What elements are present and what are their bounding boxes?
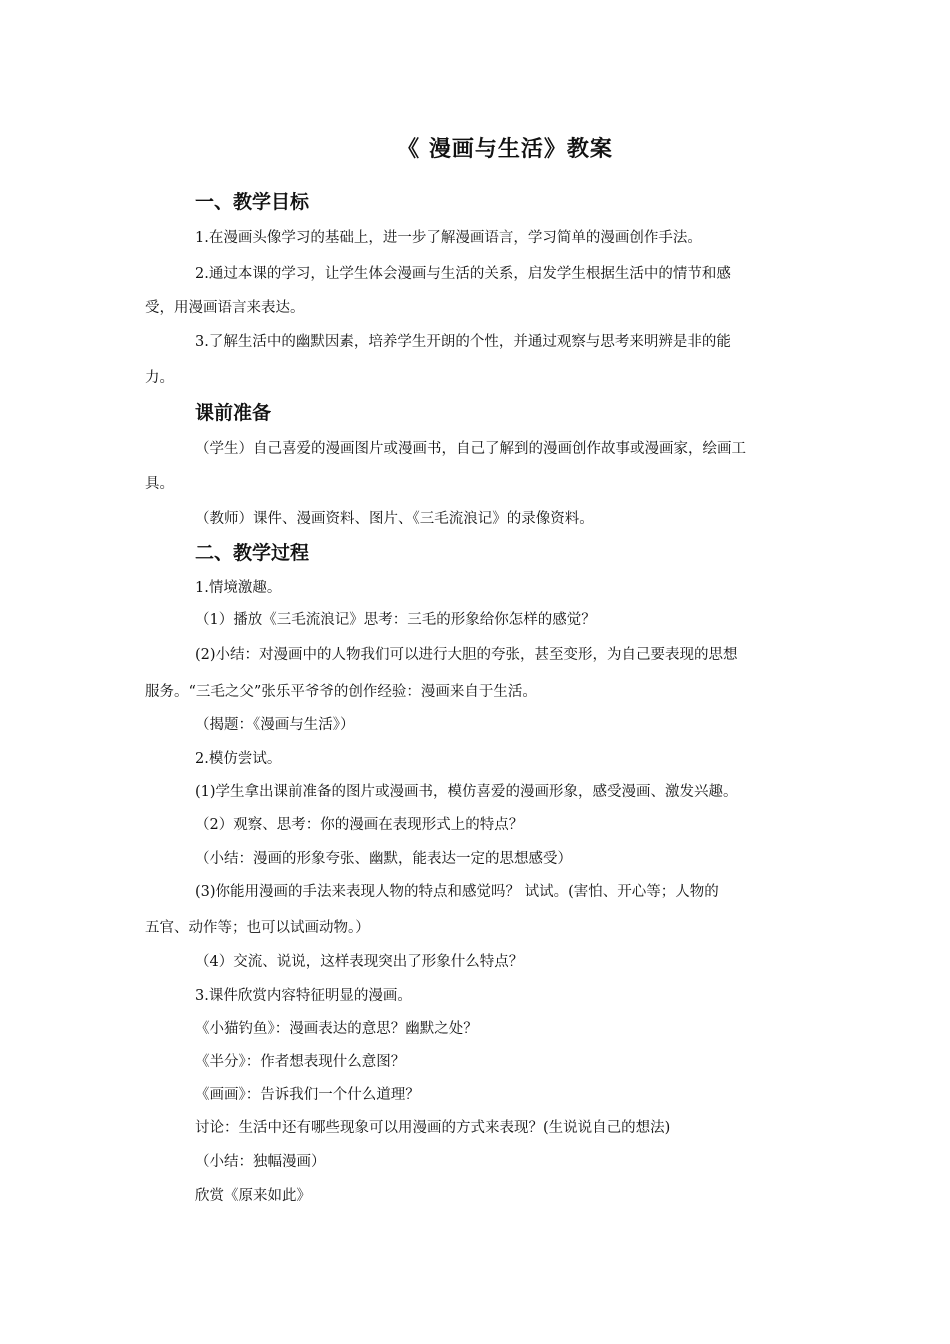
- paragraph: （小结：漫画的形象夸张、幽默，能表达一定的思想感受）: [195, 851, 572, 867]
- paragraph: （4）交流、说说，这样表现突出了形象什么特点？: [195, 954, 524, 970]
- paragraph: 3.课件欣赏内容特征明显的漫画。: [195, 988, 412, 1004]
- paragraph-continued: 五官、动作等；也可以试画动物。）: [145, 920, 370, 936]
- paragraph: 《小猫钓鱼》：漫画表达的意思？幽默之处？: [195, 1021, 478, 1037]
- heading-teaching-process: 二、教学过程: [195, 542, 310, 564]
- paragraph: 《画画》：告诉我们一个什么道理？: [195, 1087, 420, 1103]
- heading-teaching-goals: 一、教学目标: [195, 191, 310, 213]
- paragraph-continued: 受，用漫画语言来表达。: [145, 300, 305, 316]
- paragraph: （小结：独幅漫画）: [195, 1154, 326, 1170]
- paragraph-continued: 具。: [145, 476, 174, 492]
- heading-preparation: 课前准备: [195, 402, 272, 424]
- paragraph: (2)小结：对漫画中的人物我们可以进行大胆的夸张，甚至变形，为自己要表现的思想: [195, 647, 738, 663]
- paragraph: （1）播放《三毛流浪记》思考：三毛的形象给你怎样的感觉？: [195, 612, 596, 628]
- paragraph: 1.情境激趣。: [195, 580, 282, 596]
- paragraph: 2.通过本课的学习，让学生体会漫画与生活的关系，启发学生根据生活中的情节和感: [195, 266, 731, 282]
- paragraph: (3)你能用漫画的手法来表现人物的特点和感觉吗？ 试试。(害怕、开心等；人物的: [195, 884, 719, 900]
- paragraph-continued: 力。: [145, 370, 174, 386]
- paragraph: （学生）自己喜爱的漫画图片或漫画书，自己了解到的漫画创作故事或漫画家，绘画工: [195, 441, 746, 457]
- paragraph: 《半分》：作者想表现什么意图？: [195, 1054, 406, 1070]
- paragraph: （揭题：《漫画与生活》）: [195, 717, 355, 733]
- paragraph: 1.在漫画头像学习的基础上，进一步了解漫画语言，学习简单的漫画创作手法。: [195, 230, 702, 246]
- paragraph: （教师）课件、漫画资料、图片、《三毛流浪记》的录像资料。: [195, 511, 594, 527]
- paragraph: (1)学生拿出课前准备的图片或漫画书，模仿喜爱的漫画形象，感受漫画、激发兴趣。: [195, 784, 738, 800]
- paragraph: 2.模仿尝试。: [195, 751, 282, 767]
- paragraph: 讨论：生活中还有哪些现象可以用漫画的方式来表现？(生说说自己的想法): [195, 1120, 671, 1136]
- page-title: 《 漫画与生活》教案: [397, 137, 613, 162]
- paragraph: （2）观察、思考：你的漫画在表现形式上的特点？: [195, 817, 524, 833]
- paragraph: 欣赏《原来如此》: [195, 1188, 311, 1204]
- paragraph-continued: 服务。“三毛之父”张乐平爷爷的创作经验：漫画来自于生活。: [145, 684, 537, 700]
- paragraph: 3.了解生活中的幽默因素，培养学生开朗的个性，并通过观察与思考来明辨是非的能: [195, 334, 731, 350]
